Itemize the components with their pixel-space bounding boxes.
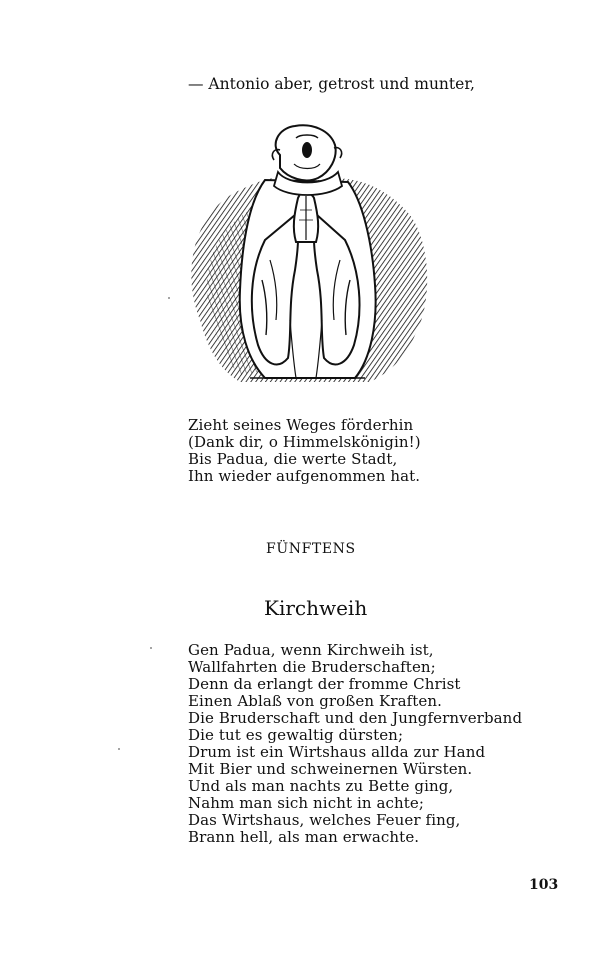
stanza-two — [188, 642, 522, 846]
verse-line: Zieht seines Weges förderhin — [188, 416, 414, 434]
verse-line: (Dank dir, o Himmelskönigin!) — [188, 433, 421, 451]
verse-line: Mit Bier und schweinernen Würsten. — [188, 760, 473, 778]
verse-line: Brann hell, als man erwachte. — [188, 828, 420, 846]
paper-speck — [168, 297, 170, 299]
intro-line: — Antonio aber, getrost und munter, — [188, 75, 475, 93]
page-number: 103 — [529, 877, 559, 893]
verse-line: Bis Padua, die werte Stadt, — [188, 450, 398, 468]
verse-line: Ihn wieder aufgenommen hat. — [188, 467, 421, 485]
verse-line: Nahm man sich nicht in achte; — [188, 794, 425, 812]
paper-speck — [150, 647, 152, 649]
verse-line: Gen Padua, wenn Kirchweih ist, — [188, 641, 434, 659]
verse-line: Einen Ablaß von großen Kraften. — [188, 692, 443, 710]
poem-title: Kirchweih — [264, 596, 368, 620]
stanza-one — [188, 417, 421, 485]
verse-line: Die tut es gewaltig dürsten; — [188, 726, 404, 744]
section-heading: FÜNFTENS — [266, 541, 356, 557]
praying-monk-illustration — [170, 120, 440, 390]
verse-line: Und als man nachts zu Bette ging, — [188, 777, 454, 795]
verse-line: Denn da erlangt der fromme Christ — [188, 675, 461, 693]
verse-line: Die Bruderschaft und den Jungfernverband — [188, 709, 523, 727]
verse-line: Drum ist ein Wirtshaus allda zur Hand — [188, 743, 486, 761]
paper-speck — [118, 748, 120, 750]
verse-line: Wallfahrten die Bruderschaften; — [188, 658, 436, 676]
verse-line: Das Wirtshaus, welches Feuer fing, — [188, 811, 461, 829]
